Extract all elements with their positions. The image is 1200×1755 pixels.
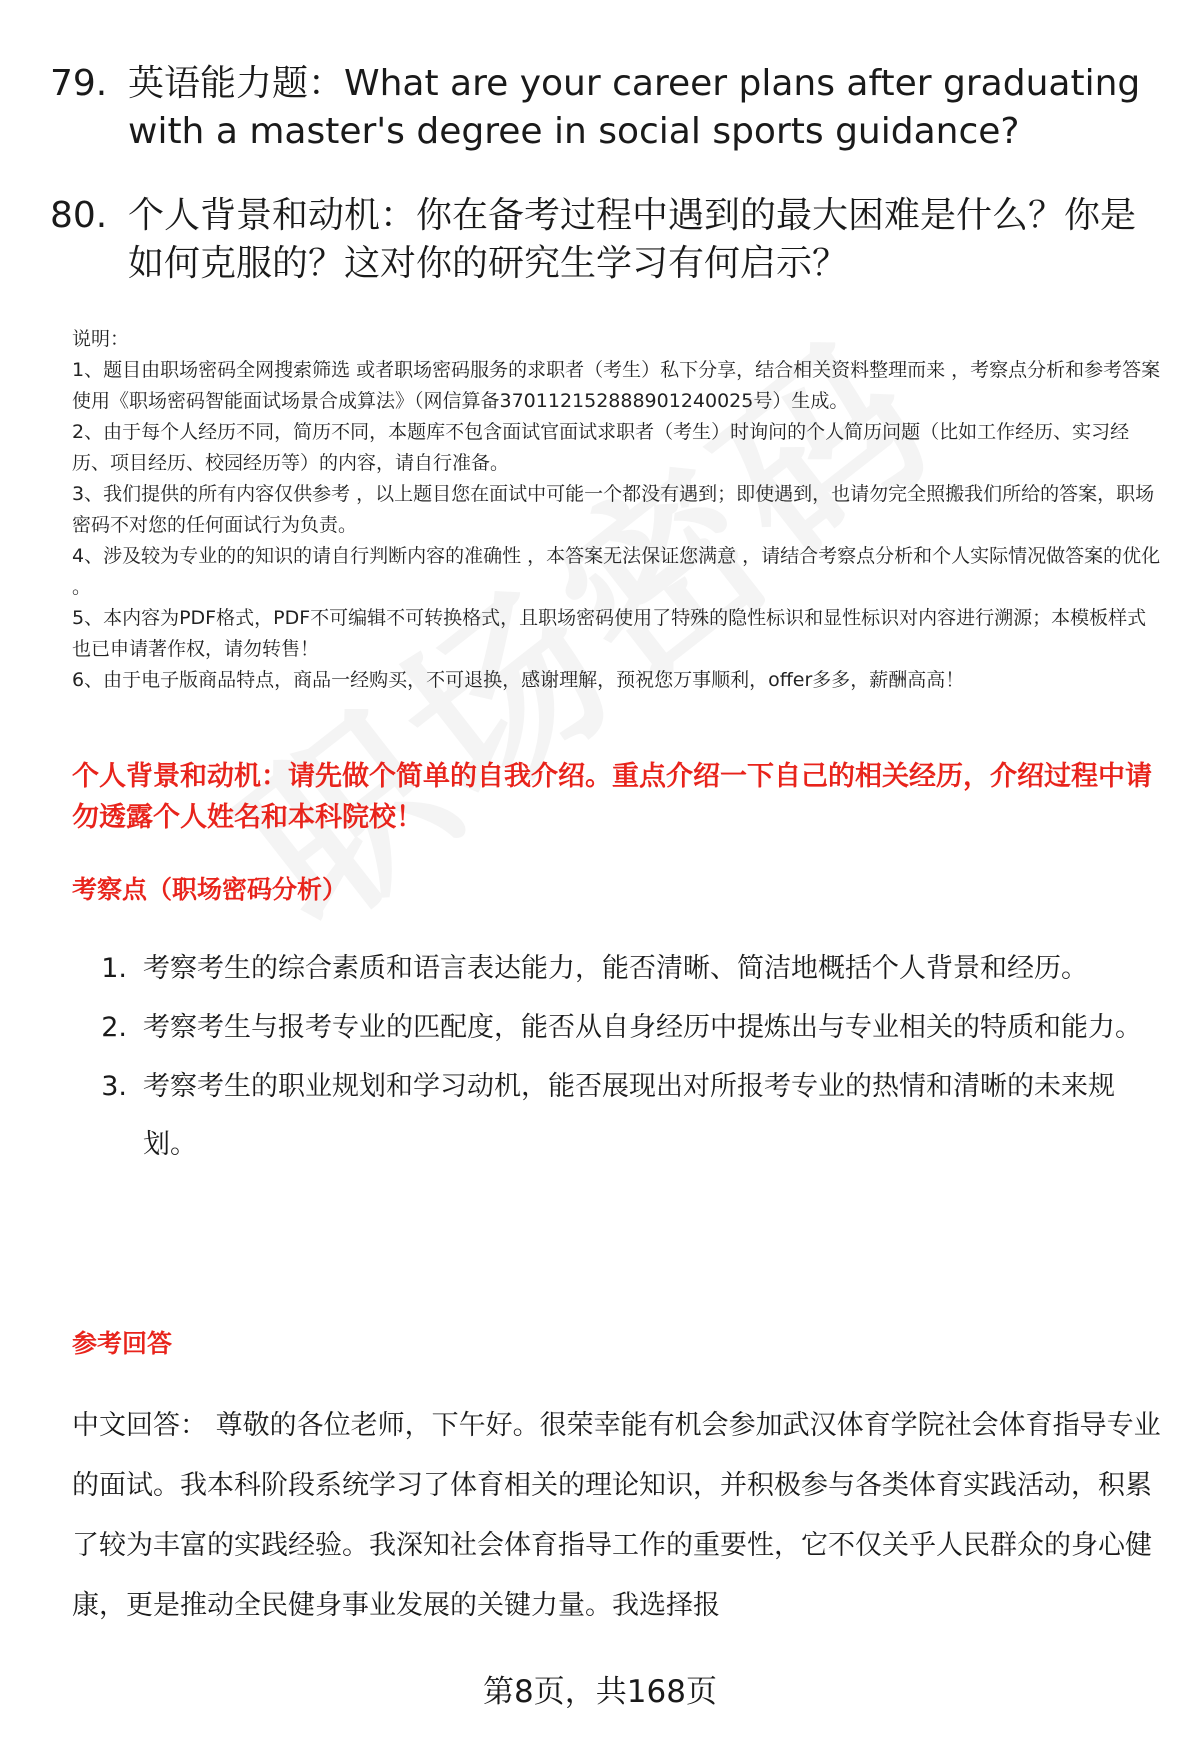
notes-section (72, 324, 1162, 696)
note-item: 3、我们提供的所有内容仅供参考 ，以上题目您在面试中可能一个都没有遇到；即使遇到，也请勿完全照搬我们所给的答案，职场密码不对您的任何面试行为负责。 (72, 483, 1155, 536)
point-text: 考察考生与报考专业的匹配度，能否从自身经历中提炼出与专业相关的特质和能力。 (143, 1012, 1142, 1043)
point-number: 3. (101, 1071, 127, 1102)
question-79 (50, 60, 1170, 156)
analysis-point (72, 1058, 1152, 1174)
note-item: 2、由于每个人经历不同，简历不同，本题库不包含面试官面试求职者（考生）时询问的个人简历问题（比如工作经历、实习经历、项目经历、校园经历等）的内容，请自行准备。 (72, 421, 1130, 474)
point-number: 1. (101, 953, 127, 984)
answer-title: 参考回答 (72, 1329, 173, 1358)
analysis-point (72, 999, 1152, 1057)
point-text: 考察考生的综合素质和语言表达能力，能否清晰、简洁地概括个人背景和经历。 (143, 953, 1088, 984)
note-item: 1、题目由职场密码全网搜索筛选 或者职场密码服务的求职者（考生）私下分享，结合相关资料整理而来 ，考察点分析和参考答案使用《职场密码智能面试场景合成算法》（网信算备370112152888901240025号）生成。 (72, 359, 1161, 412)
analysis-point (72, 940, 1152, 998)
note-item: 6、由于电子版商品特点，商品一经购买，不可退换，感谢理解，预祝您万事顺利，offer多多，薪酬高高！ (72, 669, 965, 691)
main-question: 个人背景和动机：请先做个简单的自我介绍。重点介绍一下自己的相关经历，介绍过程中请勿透露个人姓名和本科院校！ (72, 761, 1152, 833)
point-number: 2. (101, 1012, 127, 1043)
notes-title: 说明： (72, 328, 130, 350)
question-text: 个人背景和动机：你在备考过程中遇到的最大困难是什么？你是如何克服的？这对你的研究生学习有何启示？ (128, 195, 1137, 284)
question-80 (50, 192, 1170, 288)
answer-text: 中文回答： 尊敬的各位老师，下午好。很荣幸能有机会参加武汉体育学院社会体育指导专业的面试。我本科阶段系统学习了体育相关的理论知识，并积极参与各类体育实践活动，积累了较为丰富的实践经验。我深知社会体育指导工作的重要性，它不仅关乎人民群众的身心健康，更是推动全民健身事业发展的关键力量。我选择报 (72, 1410, 1161, 1621)
point-text: 考察考生的职业规划和学习动机，能否展现出对所报考专业的热情和清晰的未来规划。 (143, 1071, 1115, 1160)
note-item: 5、本内容为PDF格式，PDF不可编辑不可转换格式，且职场密码使用了特殊的隐性标识和显性标识对内容进行溯源；本模板样式也已申请著作权，请勿转售！ (72, 607, 1147, 660)
analysis-title: 考察点（职场密码分析） (72, 875, 348, 904)
page-footer: 第8页，共168页 (483, 1674, 717, 1710)
question-text: 英语能力题：What are your career plans after graduating with a master's degree in social sports guidance? (128, 63, 1141, 152)
analysis-points (72, 940, 1152, 1175)
question-number: 79. (50, 63, 108, 104)
note-item: 4、涉及较为专业的的知识的请自行判断内容的准确性 ，本答案无法保证您满意 ，请结合考察点分析和个人实际情况做答案的优化 。 (72, 545, 1161, 598)
question-number: 80. (50, 195, 108, 236)
